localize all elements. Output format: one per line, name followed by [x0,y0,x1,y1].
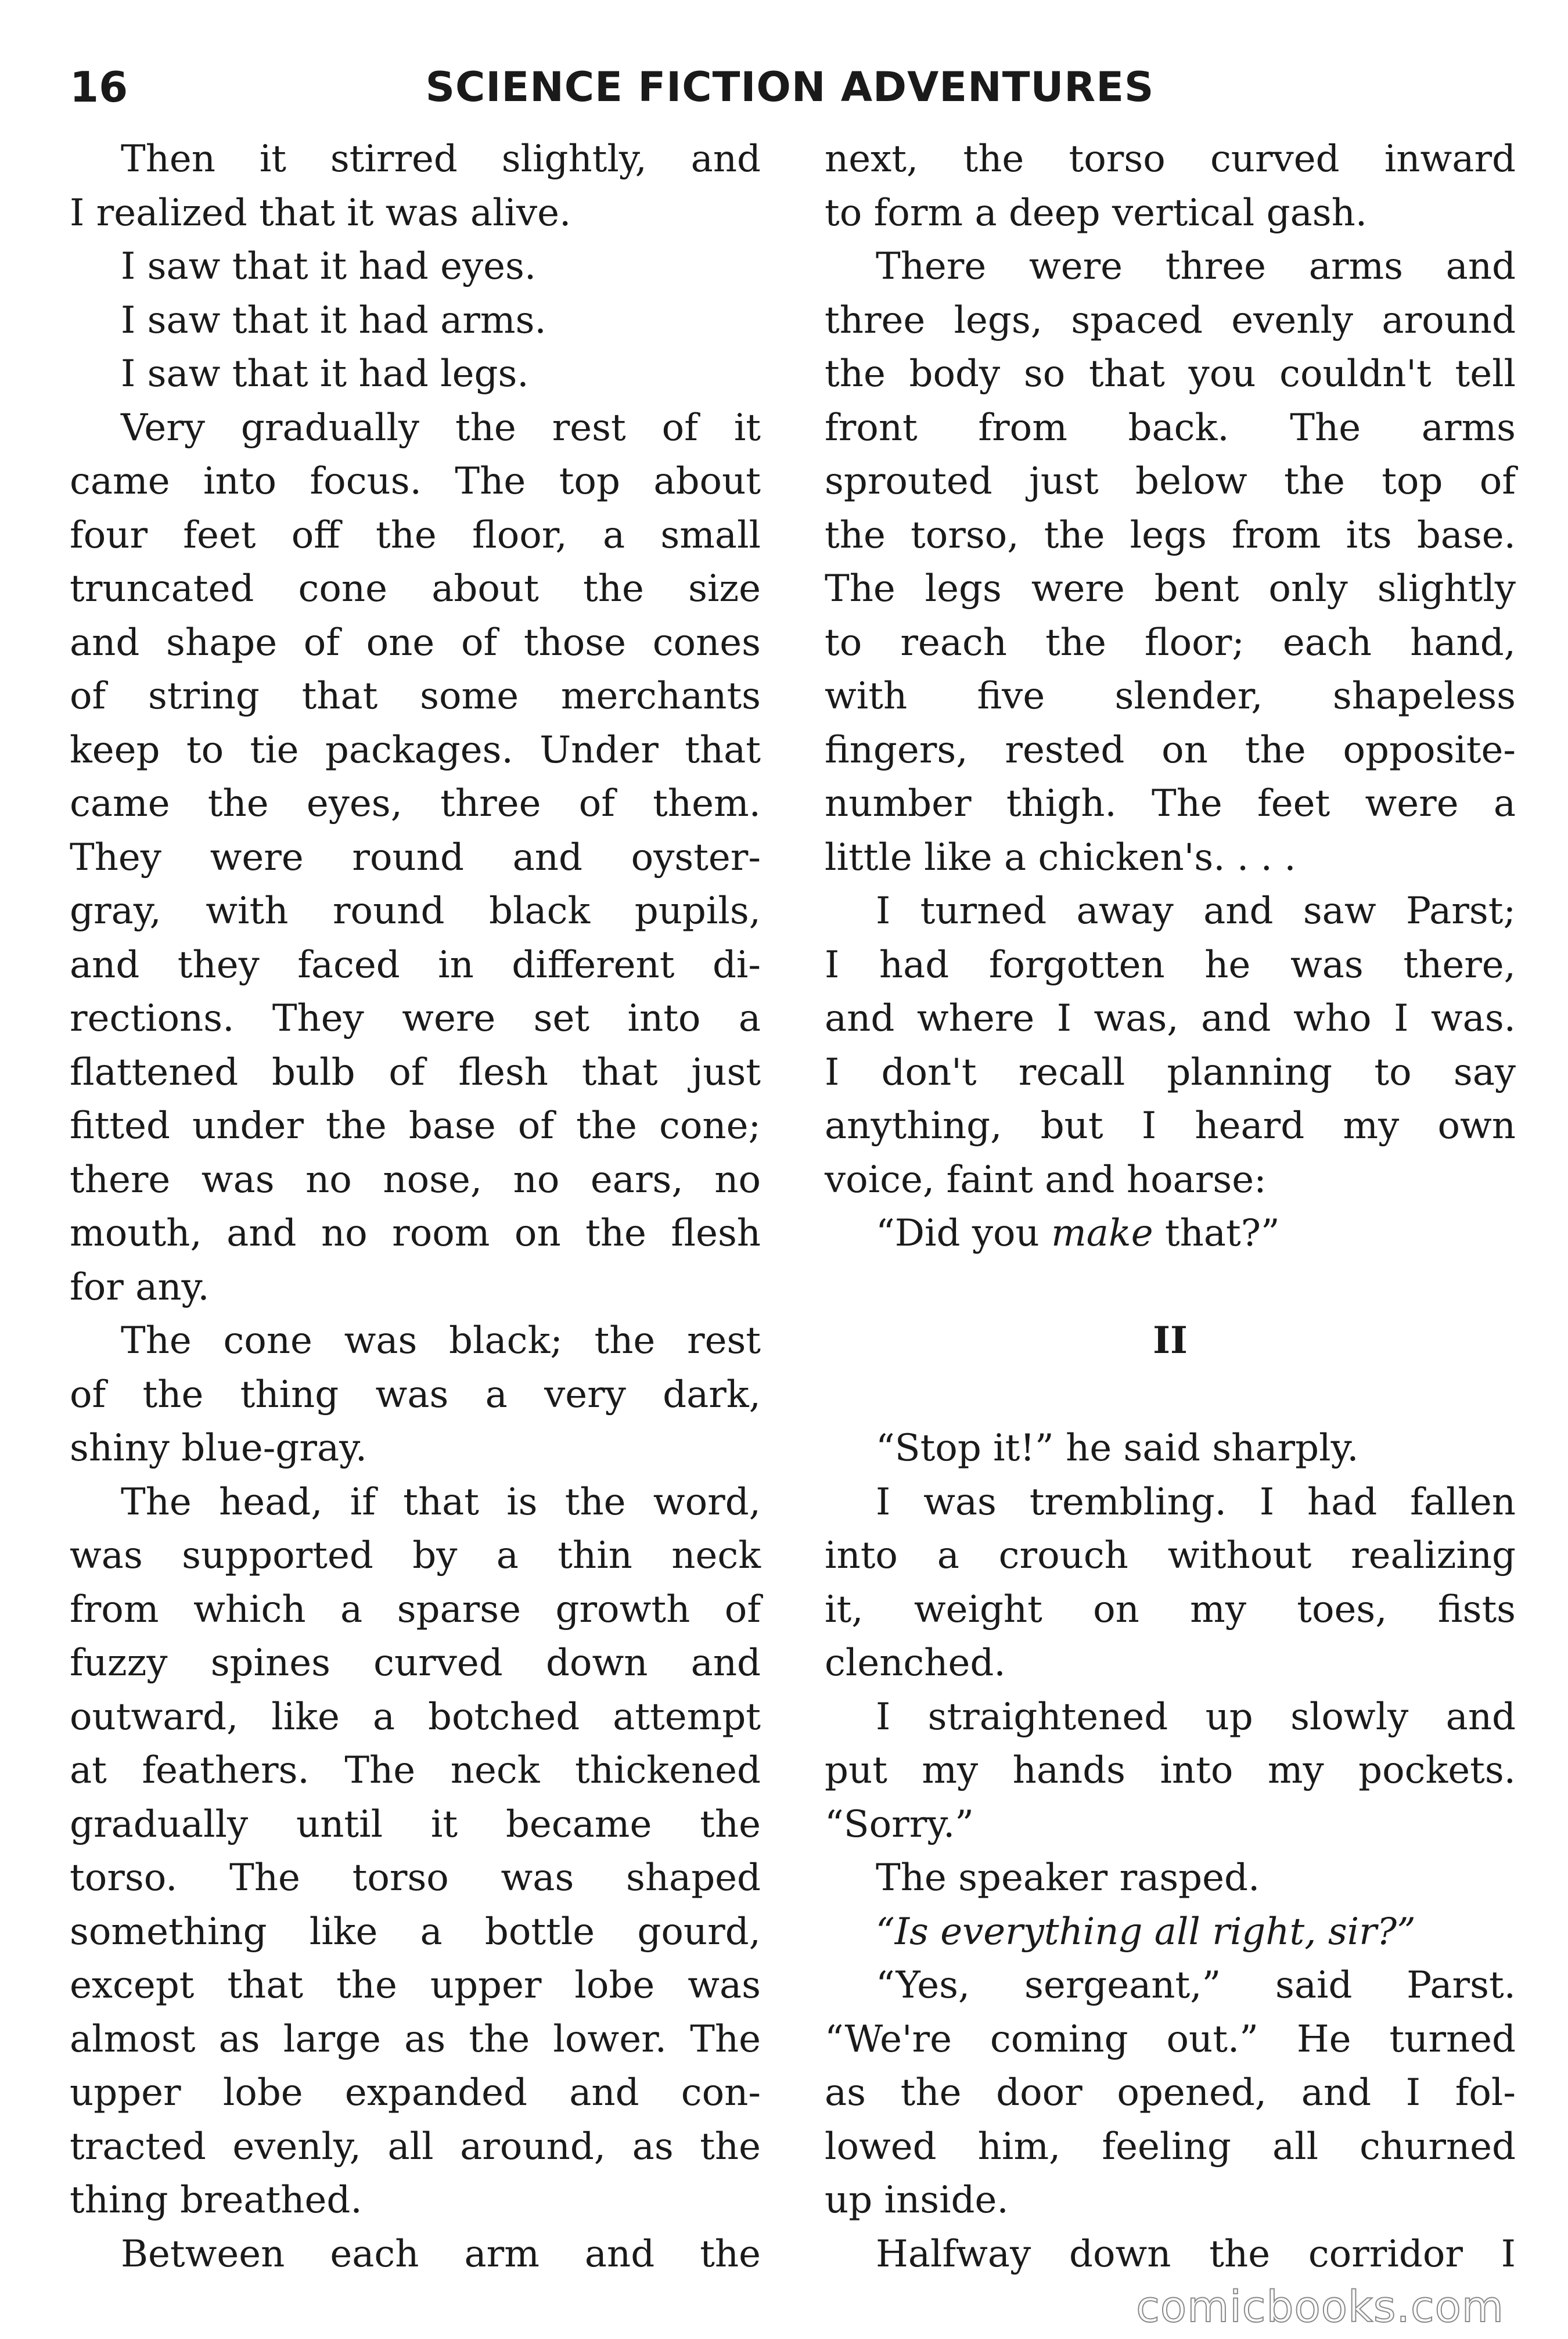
text-line: fitted under the base of the cone; [70,1104,761,1147]
blank-line [825,1261,1516,1315]
text-line: clenched. [825,1642,1006,1685]
text-line: The speaker rasped. [876,1856,1260,1899]
text-line: as the door opened, and I fol- [825,2071,1516,2114]
right-text-column [825,132,1516,2281]
text-line: I realized that it was alive. [70,191,571,235]
text-line: it, weight on my toes, fists [825,1588,1516,1631]
text-line: I saw that it had eyes. [121,245,537,288]
text-line: and where I was, and who I was. [825,997,1516,1040]
text-line: four feet off the floor, a small [70,513,761,557]
text-line: with five slender, shapeless [825,675,1516,718]
text-line: for any. [70,1265,210,1309]
text-line: “Is everything all right, sir?” [876,1910,1416,1953]
text-line: shiny blue-gray. [70,1427,368,1470]
text-line: was supported by a thin neck [70,1534,761,1577]
text-line: Between each arm and the [121,2232,761,2276]
text-line: The cone was black; the rest [121,1319,761,1362]
text-line: three legs, spaced evenly around [825,298,1516,342]
text-line: of string that some merchants [70,675,761,718]
text-line: to form a deep vertical gash. [825,191,1368,235]
text-line: mouth, and no room on the flesh [70,1212,761,1255]
text-line: except that the upper lobe was [70,1964,761,2007]
text-line: there was no nose, no ears, no [70,1158,761,1201]
text-line: voice, faint and hoarse: [825,1158,1267,1201]
text-line: There were three arms and [876,245,1516,288]
text-fragment: “Did you [876,1212,1052,1255]
text-line: into a crouch without realizing [825,1534,1516,1577]
section-heading: II [1153,1319,1188,1362]
text-line: of the thing was a very dark, [70,1373,761,1416]
text-line: keep to tie packages. Under that [70,728,761,772]
text-line: I had forgotten he was there, [825,943,1516,987]
text-line: flattened bulb of flesh that just [70,1050,761,1094]
text-line: I turned away and saw Parst; [876,890,1516,933]
text-line: outward, like a botched attempt [70,1695,761,1739]
text-line: “Sorry.” [825,1802,974,1846]
text-line: I saw that it had legs. [121,352,529,395]
text-line: The head, if that is the word, [121,1480,761,1524]
text-line: I was trembling. I had fallen [876,1480,1516,1524]
text-line: front from back. The arms [825,406,1516,449]
text-line: The legs were bent only slightly [825,567,1516,610]
text-line: and shape of one of those cones [70,621,761,664]
text-line: They were round and oyster- [70,836,761,879]
text-line: Very gradually the rest of it [121,406,761,449]
text-line: upper lobe expanded and con- [70,2071,761,2114]
text-line: came into focus. The top about [70,460,761,503]
blank-line [825,1368,1516,1422]
text-line [825,1207,1516,1261]
text-line: next, the torso curved inward [825,138,1516,181]
page-number: 16 [70,63,128,111]
text-line: thing breathed. [70,2179,362,2222]
text-line: number thigh. The feet were a [825,782,1516,825]
text-line: “Stop it!” he said sharply. [876,1427,1359,1470]
left-text-column [70,132,761,2281]
text-line: the body so that you couldn't tell [825,352,1516,395]
text-line: torso. The torso was shaped [70,1856,761,1899]
text-line: gradually until it became the [70,1802,761,1846]
emphasized-word: make [1051,1212,1153,1255]
text-line: and they faced in different di- [70,943,761,987]
text-line: up inside. [825,2179,1009,2222]
text-line: gray, with round black pupils, [70,890,761,933]
text-line: fuzzy spines curved down and [70,1642,761,1685]
text-line: to reach the floor; each hand, [825,621,1516,664]
text-line: tracted evenly, all around, as the [70,2125,761,2168]
text-line: Then it stirred slightly, and [121,138,761,181]
page-header [70,55,1510,119]
text-line: almost as large as the lower. The [70,2017,761,2061]
text-line: lowed him, feeling all churned [825,2125,1516,2168]
text-line: I don't recall planning to say [825,1050,1516,1094]
text-line: put my hands into my pockets. [825,1749,1516,1792]
text-line: Halfway down the corridor I [876,2232,1516,2276]
running-head: SCIENCE FICTION ADVENTURES [425,63,1155,111]
text-line: from which a sparse growth of [70,1588,761,1631]
text-line: anything, but I heard my own [825,1104,1516,1147]
text-line: I straightened up slowly and [876,1695,1516,1739]
text-line: something like a bottle gourd, [70,1910,761,1953]
text-line: at feathers. The neck thickened [70,1749,761,1792]
watermark-logo: comicbooks.com [1136,2282,1504,2332]
text-line: truncated cone about the size [70,567,761,610]
text-line: sprouted just below the top of [825,460,1516,503]
text-line: came the eyes, three of them. [70,782,761,825]
text-line: little like a chicken's. . . . [825,836,1296,879]
text-line: the torso, the legs from its base. [825,513,1516,557]
text-line: “We're coming out.” He turned [825,2017,1516,2061]
text-line: “Yes, sergeant,” said Parst. [876,1964,1516,2007]
text-line: rections. They were set into a [70,997,761,1040]
text-line: I saw that it had arms. [121,298,546,342]
text-fragment: that?” [1153,1212,1280,1255]
text-line: fingers, rested on the opposite- [825,728,1516,772]
